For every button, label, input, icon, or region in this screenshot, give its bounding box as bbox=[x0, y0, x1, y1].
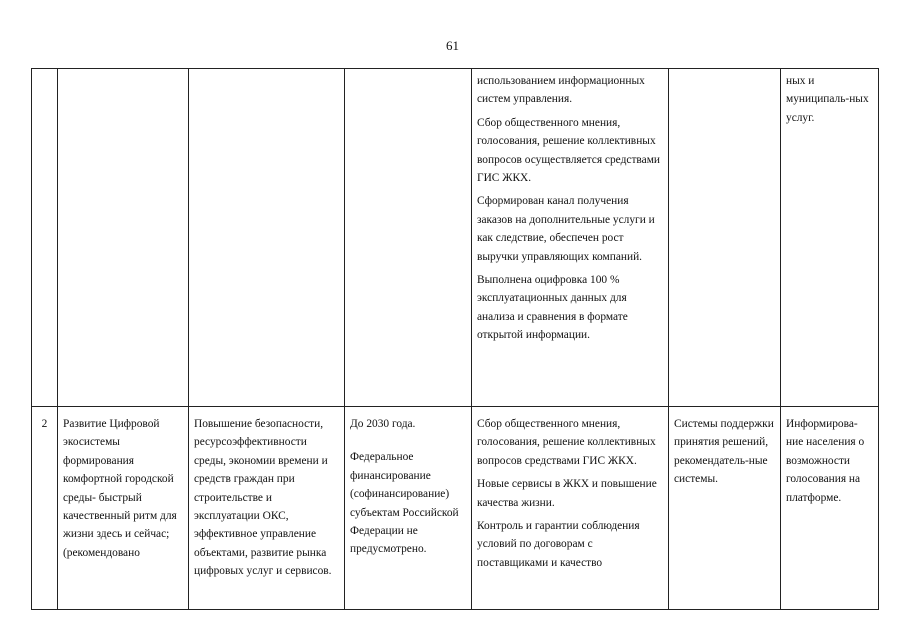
results-paragraph: Сформирован канал получения заказов на дополнительные услуги и как следствие, обеспечен рост выручки управляющих компаний. bbox=[477, 195, 655, 263]
direction-cell: Развитие Цифровой экосистемы формирования комфортной городской среды- быстрый качественный ритм для жизни здесь и сейчас; (рекомендовано bbox=[58, 407, 189, 610]
row-number-cell: 2 bbox=[32, 407, 58, 610]
results-cell bbox=[472, 407, 669, 610]
term-cell bbox=[345, 69, 472, 407]
direction-cell bbox=[58, 69, 189, 407]
results-paragraph: Новые сервисы в ЖКХ и повышение качества жизни. bbox=[477, 478, 657, 509]
row-number-cell bbox=[32, 69, 58, 407]
results-paragraph: Сбор общественного мнения, голосования, решение коллективных вопросов средствами ГИС ЖКХ. bbox=[477, 418, 656, 467]
table-row bbox=[32, 407, 879, 610]
results-paragraph: Сбор общественного мнения, голосования, решение коллективных вопросов осуществляется средствами ГИС ЖКХ. bbox=[477, 116, 661, 185]
results-paragraph: Выполнена оцифровка 100 % эксплуатационных данных для анализа и сравнения в формате открытой информации. bbox=[477, 274, 628, 342]
program-table bbox=[31, 68, 879, 610]
term-cell bbox=[345, 407, 472, 610]
term-deadline: До 2030 года. bbox=[350, 418, 416, 430]
services-cell: ных и муниципаль-ных услуг. bbox=[781, 69, 879, 407]
technology-cell bbox=[669, 69, 781, 407]
results-cell bbox=[472, 69, 669, 407]
funding-note: Федеральное финансирование (софинансирование) субъектам Российской Федерации не предусмотрено. bbox=[350, 451, 459, 556]
page-number: 61 bbox=[446, 38, 459, 53]
results-paragraph: Контроль и гарантии соблюдения условий по договорам с поставщиками и качество bbox=[477, 520, 640, 569]
services-cell: Информирова-ние населения о возможности голосования на платформе. bbox=[781, 407, 879, 610]
goal-cell bbox=[189, 69, 345, 407]
results-paragraph: использованием информационных систем управления. bbox=[477, 75, 645, 106]
technology-cell: Системы поддержки принятия решений, рекомендатель-ные системы. bbox=[669, 407, 781, 610]
goal-cell: Повышение безопасности, ресурсоэффективности среды, экономии времени и средств граждан при строительстве и эксплуатации ОКС, эффективное управление объектами, развитие рынка цифровых услуг и сервисов. bbox=[189, 407, 345, 610]
table-row bbox=[32, 69, 879, 407]
